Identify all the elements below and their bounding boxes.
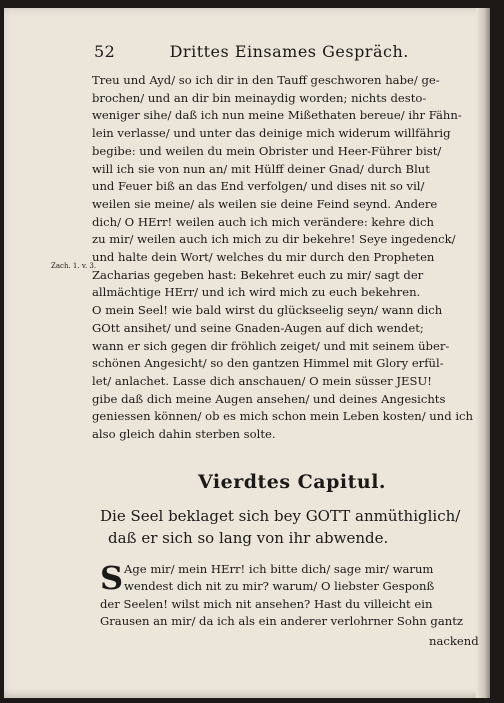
text-line: weniger sihe/ daß ich nun meine Mißethaten bereue/ ihr Fähn- bbox=[92, 108, 462, 123]
text-line: will ich sie von nun an/ mit Hülff deiner Gnad/ durch Blut bbox=[92, 161, 430, 176]
text-line: GOtt ansihet/ und seine Gnaden-Augen auf dich wendet; bbox=[92, 320, 424, 335]
text-line: Zacharias gegeben hast: Bekehret euch zu mir/ sagt der bbox=[92, 267, 424, 282]
text-line: Age mir/ mein HErr! ich bitte dich/ sage mir/ warum bbox=[124, 562, 434, 576]
chapter-summary bbox=[100, 505, 490, 549]
text-line: brochen/ und an dir bin meinaydig worden; nichts desto- bbox=[92, 90, 427, 105]
chapter-body-text bbox=[100, 561, 490, 630]
text-line: dich/ O HErr! weilen auch ich mich verändere: kehre dich bbox=[92, 214, 434, 229]
page-header bbox=[94, 42, 454, 61]
text-line: O mein Seel! wie bald wirst du glückseelig seyn/ wann dich bbox=[92, 303, 443, 318]
text-line: begibe: und weilen du mein Obrister und Heer-Führer bist/ bbox=[92, 143, 442, 158]
book-page bbox=[4, 8, 490, 698]
text-line: weilen sie meine/ als weilen sie deine Feind seynd. Andere bbox=[92, 196, 438, 211]
summary-line: daß er sich so lang von ihr abwende. bbox=[108, 529, 389, 547]
chapter-title: Vierdtes Capitul. bbox=[198, 471, 387, 493]
text-line: wendest dich nit zu mir? warum/ O liebster Gesponß bbox=[124, 579, 435, 594]
drop-cap: S bbox=[100, 559, 124, 597]
catchword: nackend bbox=[429, 634, 479, 648]
text-line: schönen Angesicht/ so den gantzen Himmel mit Glory erfül- bbox=[92, 356, 444, 371]
text-line: also gleich dahin sterben solte. bbox=[92, 427, 276, 442]
margin-reference: Zach. 1. v. 3. bbox=[51, 262, 97, 270]
text-line: Treu und Ayd/ so ich dir in den Tauff geschworen habe/ ge- bbox=[92, 73, 440, 87]
summary-line: Die Seel beklaget sich bey GOTT anmüthiglich/ bbox=[100, 507, 461, 525]
text-line: gibe daß dich meine Augen ansehen/ und deines Angesichts bbox=[92, 391, 446, 406]
text-line: der Seelen! wilst mich nit ansehen? Hast du villeicht ein bbox=[100, 596, 433, 611]
text-line: wann er sich gegen dir fröhlich zeiget/ und mit seinem über- bbox=[92, 338, 450, 353]
text-line: allmächtige HErr/ und ich wird mich zu euch bekehren. bbox=[92, 285, 421, 300]
page-number: 52 bbox=[94, 42, 116, 61]
text-line: geniessen können/ ob es mich schon mein Leben kosten/ und ich bbox=[92, 409, 474, 424]
running-title: Drittes Einsames Gespräch. bbox=[169, 42, 409, 61]
text-line: Grausen an mir/ da ich als ein anderer verlohrner Sohn gantz bbox=[100, 613, 464, 628]
text-line: let/ anlachet. Lasse dich anschauen/ O mein süsser JESU! bbox=[92, 373, 432, 388]
text-line: zu mir/ weilen auch ich mich zu dir bekehre! Seye ingedenck/ bbox=[92, 232, 456, 247]
text-line: und halte dein Wort/ welches du mir durch den Propheten bbox=[92, 250, 435, 265]
body-text bbox=[92, 72, 488, 444]
text-line: und Feuer biß an das End verfolgen/ und dises nit so vil/ bbox=[92, 179, 425, 194]
text-line: lein verlasse/ und unter das deinige mich widerum willfährig bbox=[92, 126, 451, 141]
